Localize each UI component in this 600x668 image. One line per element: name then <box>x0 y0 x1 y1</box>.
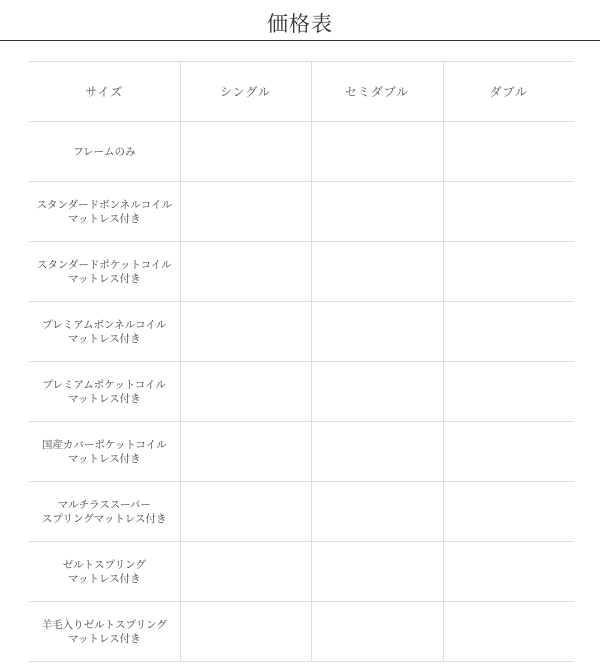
row-label-line1: ゼルトスプリング <box>62 558 146 571</box>
row-label-line1: 国産カバーポケットコイル <box>41 438 167 451</box>
row-label <box>29 542 180 602</box>
row-label-line1: プレミアムポケットコイル <box>42 378 167 391</box>
price-cell-double <box>443 122 574 182</box>
table-row <box>29 302 574 362</box>
price-cell-single <box>180 122 311 182</box>
price-cell-single <box>180 242 311 302</box>
row-label-line1: 羊毛入りゼルトスプリング <box>41 618 167 631</box>
row-label <box>29 602 180 662</box>
table-row <box>29 482 574 542</box>
price-cell-double <box>443 542 574 602</box>
price-cell-double <box>443 182 574 242</box>
row-label-line1: プレミアムボンネルコイル <box>42 318 167 331</box>
price-table <box>29 61 574 662</box>
row-label-line2: マットレス付き <box>67 452 141 465</box>
price-cell-single <box>180 422 311 482</box>
header-size: サイズ <box>29 62 180 122</box>
row-label <box>29 182 180 242</box>
row-label-line2: マットレス付き <box>67 632 141 645</box>
price-cell-single <box>180 482 311 542</box>
price-cell-semi-double <box>311 122 443 182</box>
row-label-line2: マットレス付き <box>67 332 141 345</box>
price-cell-single <box>180 182 311 242</box>
header-semi-double: セミダブル <box>311 62 443 122</box>
row-label-line2: マットレス付き <box>67 272 141 285</box>
row-label-line2: スプリングマットレス付き <box>41 512 167 525</box>
price-cell-double <box>443 242 574 302</box>
row-label-line2: マットレス付き <box>67 572 141 585</box>
row-label-line2: マットレス付き <box>67 212 141 225</box>
header-single: シングル <box>180 62 311 122</box>
table-row <box>29 362 574 422</box>
price-cell-semi-double <box>311 302 443 362</box>
price-cell-single <box>180 602 311 662</box>
table-row <box>29 242 574 302</box>
price-cell-double <box>443 362 574 422</box>
table-row <box>29 422 574 482</box>
price-cell-semi-double <box>311 602 443 662</box>
table-row <box>29 542 574 602</box>
price-cell-semi-double <box>311 542 443 602</box>
row-label-line2: マットレス付き <box>67 392 141 405</box>
row-label-line1: スタンダードボンネルコイル <box>36 198 172 211</box>
row-label-line1: フレームのみ <box>72 145 136 158</box>
row-label <box>29 422 180 482</box>
price-cell-double <box>443 482 574 542</box>
price-cell-double <box>443 602 574 662</box>
price-cell-semi-double <box>311 362 443 422</box>
table-row <box>29 182 574 242</box>
price-cell-semi-double <box>311 422 443 482</box>
price-cell-double <box>443 302 574 362</box>
price-cell-semi-double <box>311 482 443 542</box>
row-label <box>29 302 180 362</box>
price-cell-semi-double <box>311 242 443 302</box>
page-title: 価格表 <box>267 12 333 36</box>
price-cell-single <box>180 542 311 602</box>
row-label-line1: マルチラススーパー <box>57 498 151 511</box>
row-label-line1: スタンダードポケットコイル <box>36 258 172 271</box>
table-row <box>29 122 574 182</box>
title-bar <box>0 0 600 41</box>
header-double: ダブル <box>443 62 574 122</box>
row-label <box>29 242 180 302</box>
price-cell-semi-double <box>311 182 443 242</box>
price-cell-single <box>180 302 311 362</box>
header-row <box>29 62 574 122</box>
row-label <box>29 482 180 542</box>
table-row <box>29 602 574 662</box>
price-cell-single <box>180 362 311 422</box>
row-label <box>29 362 180 422</box>
row-label <box>29 122 180 182</box>
price-cell-double <box>443 422 574 482</box>
